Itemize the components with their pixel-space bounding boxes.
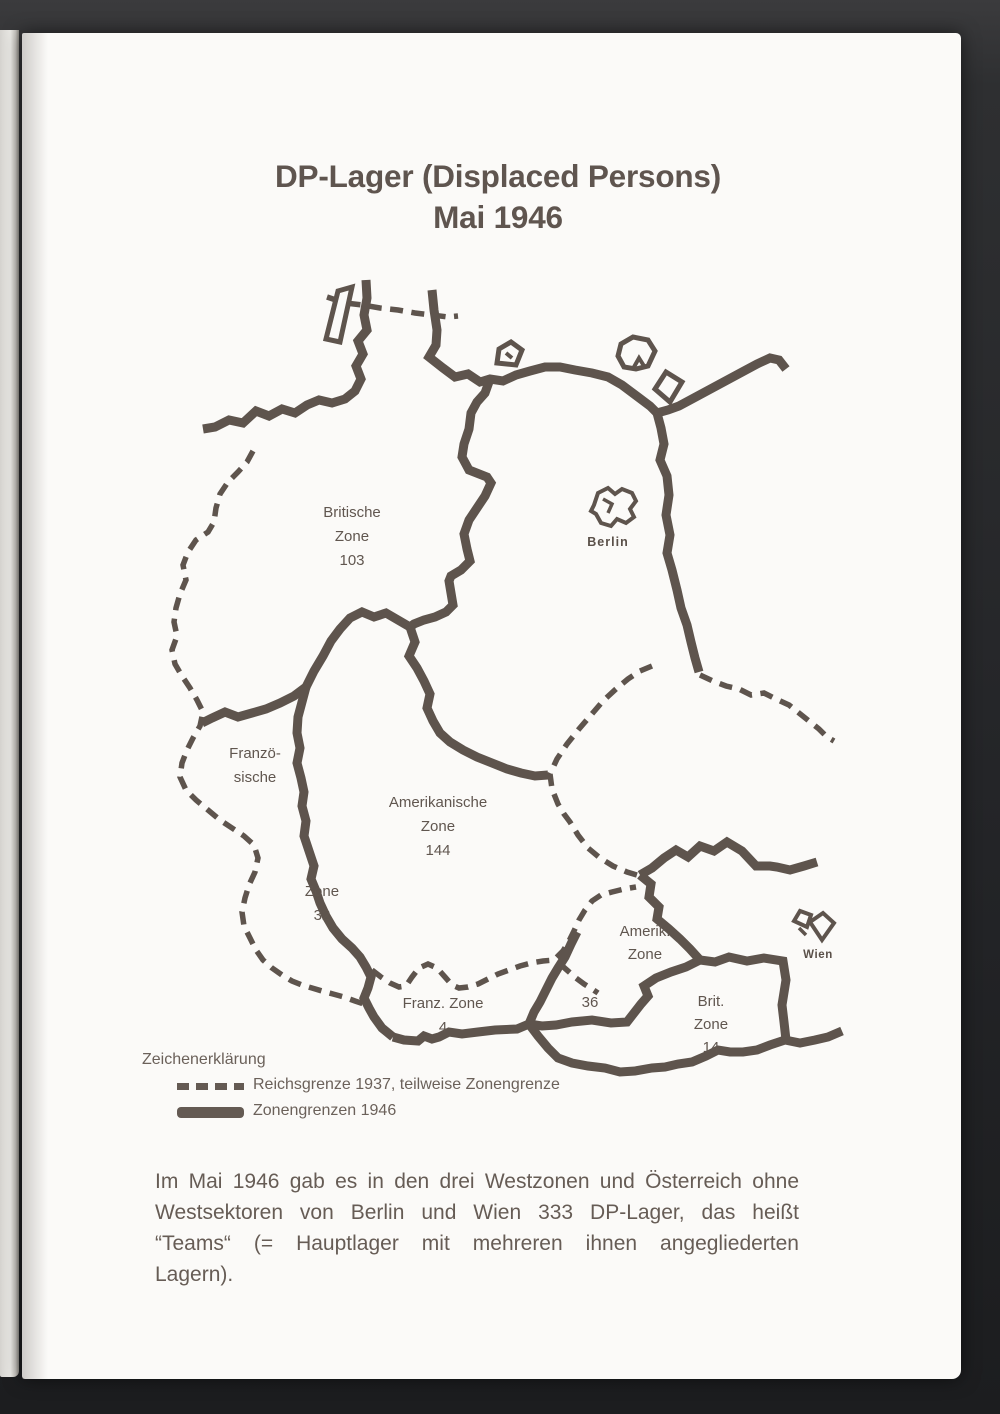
austrian-german-border-dashed [372, 887, 636, 988]
british-zone-name: Britische [323, 504, 381, 521]
label-austria-french-zone [403, 992, 484, 1040]
legend-dashed-line-sample [177, 1083, 244, 1090]
austria-french-american-border [529, 932, 577, 1024]
salzburg-border-dashed [560, 964, 598, 993]
american-zone-count: 144 [425, 842, 451, 859]
british-american-border [202, 612, 410, 723]
austria-american-name: Amerik. [619, 923, 671, 940]
french-zone-word: Zone [304, 883, 340, 900]
wien-icon [794, 911, 834, 940]
caption-line-4: Lagern). [155, 1263, 234, 1286]
label-austria-american-zone [620, 920, 671, 966]
berlin-icon [591, 488, 636, 526]
czech-border-dashed [550, 666, 652, 876]
british-zone-count: 103 [339, 552, 365, 569]
caption-paragraph [155, 1166, 799, 1290]
legend-solid-line-sample [177, 1107, 244, 1118]
french-zone-count: 32 [313, 907, 331, 924]
american-zone-word: Zone [420, 818, 456, 835]
wien-icon-detail [799, 928, 806, 935]
caption-line-2: Westsektoren von Berlin und Wien 333 DP-Lager, das heißt [155, 1201, 799, 1224]
austria-british-word: Zone [693, 1016, 729, 1033]
austria-french-name: Franz. Zone [402, 995, 484, 1012]
french-zone-name2: sische [233, 769, 277, 786]
oder-border-line [657, 413, 699, 672]
austria-french-count: 4 [438, 1019, 448, 1036]
french-zone-name1: Franzö- [229, 745, 281, 762]
french-american-border [297, 687, 393, 1037]
american-zone-name: Amerikanische [388, 794, 488, 811]
british-soviet-border [410, 379, 491, 627]
label-british-zone [323, 501, 381, 573]
caption-line-3: “Teams“ (= Hauptlager mit mehreren ihnen angegliederten [155, 1232, 799, 1255]
british-zone-word: Zone [334, 528, 370, 545]
austria-british-count: 14 [702, 1039, 720, 1056]
austria-british-name: Brit. [697, 993, 725, 1010]
page-title-line2: Mai 1946 [433, 199, 563, 235]
label-french-zone [229, 742, 281, 790]
austria-north-border [640, 842, 817, 875]
austria-american-word: Zone [627, 946, 663, 963]
legend-heading: Zeichenerklärung [142, 1051, 266, 1068]
legend-solid-label: Zonengrenzen 1946 [253, 1102, 397, 1119]
label-berlin: Berlin [587, 535, 629, 549]
page-title-line1: DP-Lager (Displaced Persons) [274, 158, 722, 194]
eastern-reich-border-dashed [700, 675, 834, 741]
label-french-zone-count [305, 880, 339, 928]
legend-dashed-label: Reichsgrenze 1937, teilweise Zonengrenze [253, 1076, 560, 1093]
label-austria-american-count: 36 [581, 994, 599, 1011]
label-austria-british-zone [694, 990, 728, 1059]
label-american-zone [389, 791, 487, 863]
label-wien: Wien [803, 949, 833, 961]
american-soviet-border [409, 627, 548, 776]
caption-line-1: Im Mai 1946 gab es in den drei Westzonen und Österreich ohne [155, 1170, 799, 1193]
island-usedom [655, 372, 682, 402]
